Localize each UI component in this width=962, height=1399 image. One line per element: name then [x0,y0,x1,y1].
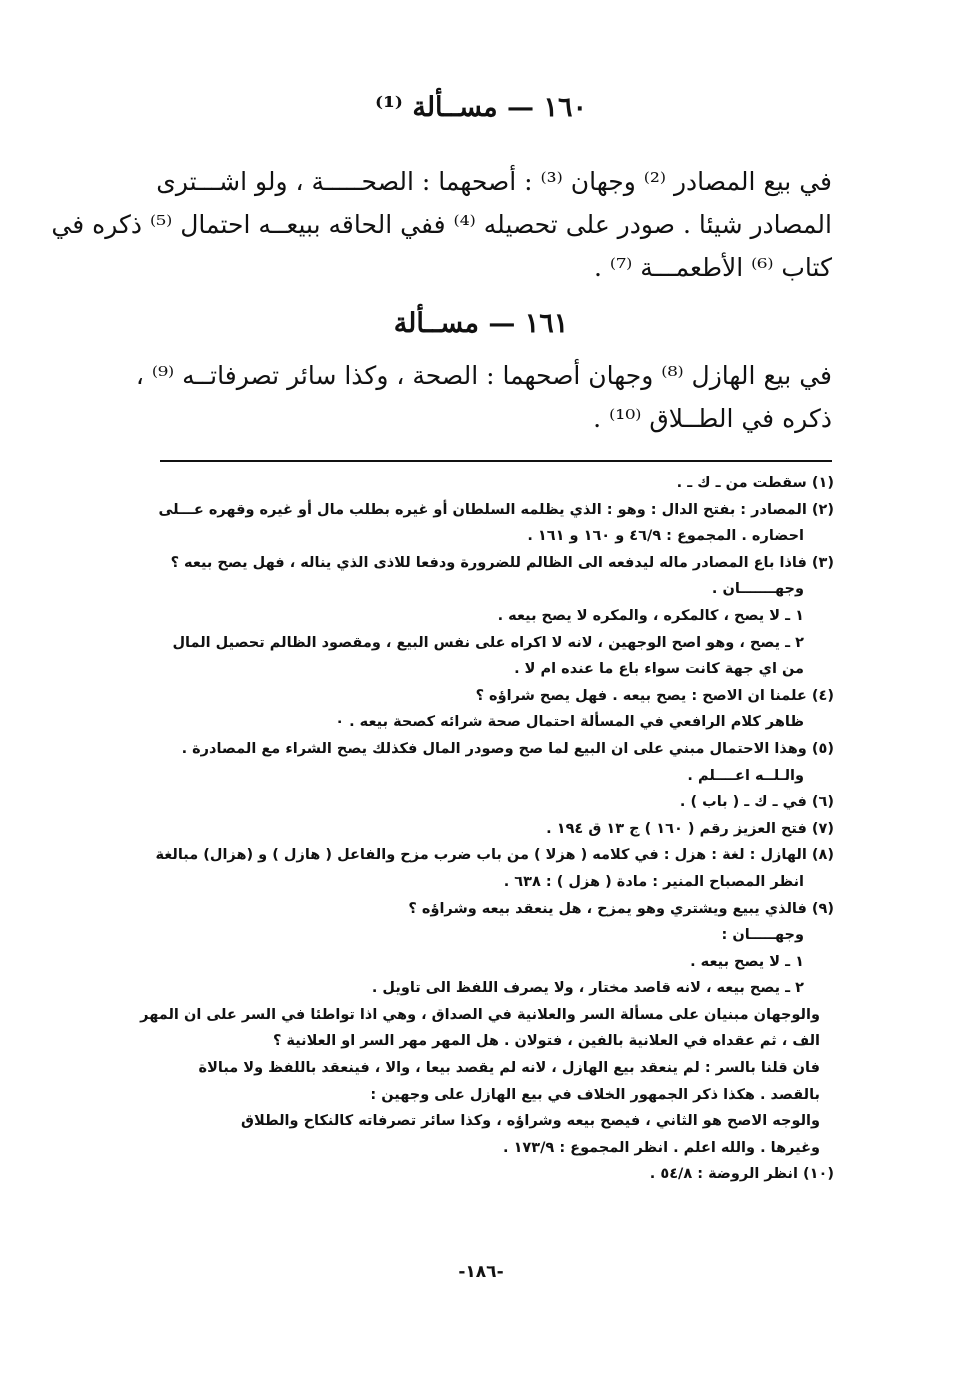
footnote-line: ٢ ـ يصح بيعه ، لانه قاصد مختار ، ولا يصرف اللفظ الى تاويل . [371,980,804,997]
footnote-line: (٩) فالذي يبيع ويشتري وهو يمزح ، هل ينعقد بيعه وشراؤه ؟ [408,900,834,917]
footnote-line: ٢ ـ يصح ، وهو اصح الوجهين ، لانه لا اكراه على نفس البيع ، ومقصود الظالم تحصيل المال [172,634,804,651]
heading-issue-161: ١٦١ — مســألة [393,308,569,339]
footnote-line: الف ، ثم عقداه في العلانية بالفين ، فتولان . هل المهر مهر السر او العلانية ؟ [272,1033,820,1050]
footnote-line: (٣) فاذا باع المصادر ماله ليدفعه الى الظالم للضرورة ودفعا للاذى الذي يناله ، فهل يصح بيعه ؟ [170,554,834,571]
footnote-line: (١) سقطت من ـ ك ـ . [676,475,834,491]
page-number: -١٨٦- [458,1262,504,1282]
footnote-separator [160,460,832,462]
footnote-line: (٨) الهازل : لغة : هزل : في كلامه ( هزلا ) من باب ضرب مزح والفاعل ( هازل ) و (هزال) مبالغة [155,847,834,864]
footnote-line: من اي جهة كانت سواء باع ما عنده ام لا . [514,661,804,678]
footnote-line: والوجهان مبنيان على مسألة السر والعلانية في الصداق ، وهي اذا تواطئا في السر على ان المهر [140,1006,820,1023]
paragraph-line: كتاب ⁽⁶⁾ الأطعمـــة ⁽⁷⁾ . [594,253,832,282]
footnote-line: انظر المصباح المنير : مادة ( هزل ) : ٦٣٨ . [503,873,804,890]
footnote-line: فان قلنا بالسر : لم ينعقد بيع الهازل ، لانه لم يقصد بيعا ، والا ، فينعقد باللفظ ولا مبالاة [198,1060,820,1077]
paragraph-line: المصادر شيئا . صودر على تحصيله ⁽⁴⁾ ففي الحاقه ببيعــه احتمال ⁽⁵⁾ ذكره في [51,210,832,239]
paragraph-line: ذكره في الطــلاق ⁽¹⁰⁾ . [593,404,832,433]
paragraph-line: في بيع المصادر ⁽²⁾ وجهان ⁽³⁾ : أصحهما : الصحـــــة ، ولو اشـــترى [156,167,832,196]
footnote-line: بالقصد . هكذا ذكر الجمهور الخلاف في بيع الهازل على وجهين : [370,1086,820,1103]
paragraph-line: في بيع الهازل ⁽⁸⁾ وجهان أصحهما : الصحة ، وكذا سائر تصرفاتــه ⁽⁹⁾ ، [135,361,832,390]
footnote-line: ١ ـ لا يصح ، كالمكره ، والمكره لا يصح بيعه . [497,607,804,624]
footnote-line: ١ ـ لا يصح بيعه . [690,953,804,970]
footnote-line: احضاره . المجموع : ٤٦/٩ و ١٦٠ و ١٦١ . [527,528,804,545]
paragraph-issue-160 [51,160,832,289]
footnote-line: والـلــه اعــــلم . [687,767,804,784]
footnote-line: والوجه الاصح هو الثاني ، فيصح بيعه وشراؤه ، وكذا سائر تصرفاته كالنكاح والطلاق [241,1113,820,1130]
footnotes [128,470,834,1188]
footnote-line: ظاهر كلام الرافعي في المسألة احتمال صحة شرائه كصحة بيعه . ٠ [335,714,804,731]
footnote-line: (١٠) انظر الروضة : ٥٤/٨ . [649,1166,834,1183]
footnote-line: (٥) وهذا الاحتمال مبني على ان البيع لما صح وصودر المال فكذلك يصح الشراء مع المصادرة . [181,740,834,757]
footnote-line: (٢) المصادر : بفتح الدال : وهو : الذي يظلمه السلطان أو غيره بطلب مال أو غيره وقهره عـــلى [158,501,834,518]
footnote-line: (٦) في ـ ك ـ ( باب ) . [679,794,834,811]
paragraph-issue-161 [128,354,832,440]
footnote-line: وجهـــــــان . [711,581,804,598]
footnote-line: (٤) علمنا ان الاصح : يصح بيعه . فهل يصح شراؤه ؟ [475,687,834,704]
footnote-line: وجهـــــان : [721,927,804,944]
footnote-line: وغيرها . والله اعلم . انظر المجموع : ١٧٣/٩ . [503,1139,820,1156]
footnote-line: (٧) فتح العزيز رقم ( ١٦٠ ) ج ١٣ ق ١٩٤ . [546,820,834,837]
heading-issue-160: ١٦٠ — مســألة ⁽¹⁾ [375,92,587,123]
